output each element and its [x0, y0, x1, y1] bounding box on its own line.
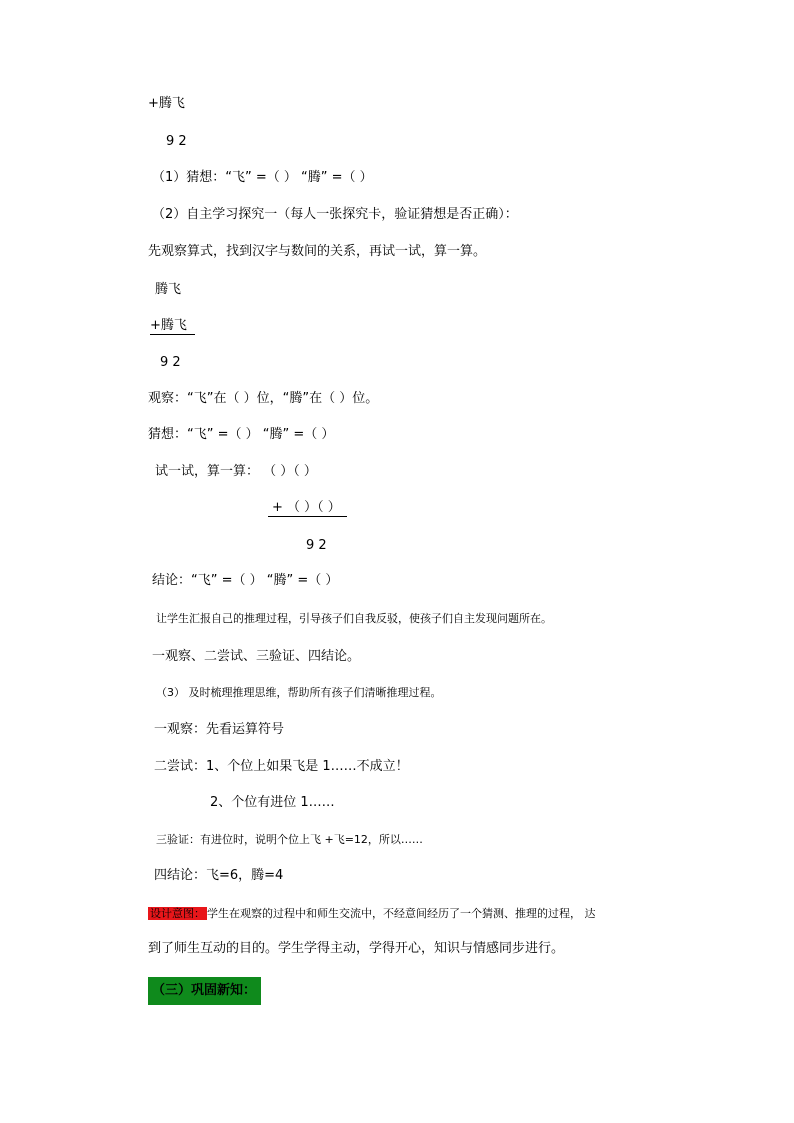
text-line: 2、个位有进位 1…… — [210, 795, 335, 810]
text-line: +腾飞 — [148, 96, 185, 111]
text-line: 9 2 — [306, 538, 327, 553]
text-line: 9 2 — [166, 134, 187, 149]
text-line: （1）猜想：“飞” =（ ） “腾” =（ ） — [152, 170, 373, 185]
text-line: （3） 及时梳理推理思维，帮助所有孩子们清晰推理过程。 — [156, 686, 442, 699]
text-line: （2）自主学习探究一（每人一张探究卡，验证猜想是否正确）： — [152, 207, 518, 222]
text-line: 先观察算式，找到汉字与数间的关系，再试一试，算一算。 — [148, 244, 487, 259]
text-line: 结论：“飞” =（ ） “腾” =（ ） — [152, 573, 339, 588]
text-line: 一观察：先看运算符号 — [154, 722, 285, 737]
underlined-addend: +腾飞 — [150, 318, 195, 335]
text-line: 观察：“飞”在（ ）位，“腾”在（ ）位。 — [148, 391, 379, 406]
text-line: 让学生汇报自己的推理过程，引导孩子们自我反驳，使孩子们自主发现问题所在。 — [156, 612, 552, 625]
text-line: 9 2 — [160, 355, 181, 370]
design-intent-line — [148, 906, 596, 922]
text-line: 到了师生互动的目的。学生学得主动，学得开心，知识与情感同步进行。 — [148, 941, 565, 956]
text-line: 二尝试：1、个位上如果飞是 1……不成立！ — [154, 759, 409, 774]
text-line: 猜想：“飞” =（ ） “腾” =（ ） — [148, 427, 335, 442]
section-heading: （三）巩固新知： — [148, 977, 261, 1005]
text-line: 四结论：飞=6，腾=4 — [154, 868, 284, 883]
underlined-addend: + （ ）（ ） — [268, 500, 347, 517]
text-line: 三验证：有进位时，说明个位上飞 +飞=12，所以…… — [156, 833, 423, 846]
design-intent-text: 学生在观察的过程中和师生交流中，不经意间经历了一个猜测、推理的过程， 达 — [207, 907, 596, 920]
text-line: 试一试，算一算： （ ）（ ） — [155, 464, 317, 479]
text-line: 一观察、二尝试、三验证、四结论。 — [152, 649, 361, 664]
design-intent-label: 设计意图： — [150, 907, 205, 920]
text-line: 腾飞 — [155, 282, 182, 297]
